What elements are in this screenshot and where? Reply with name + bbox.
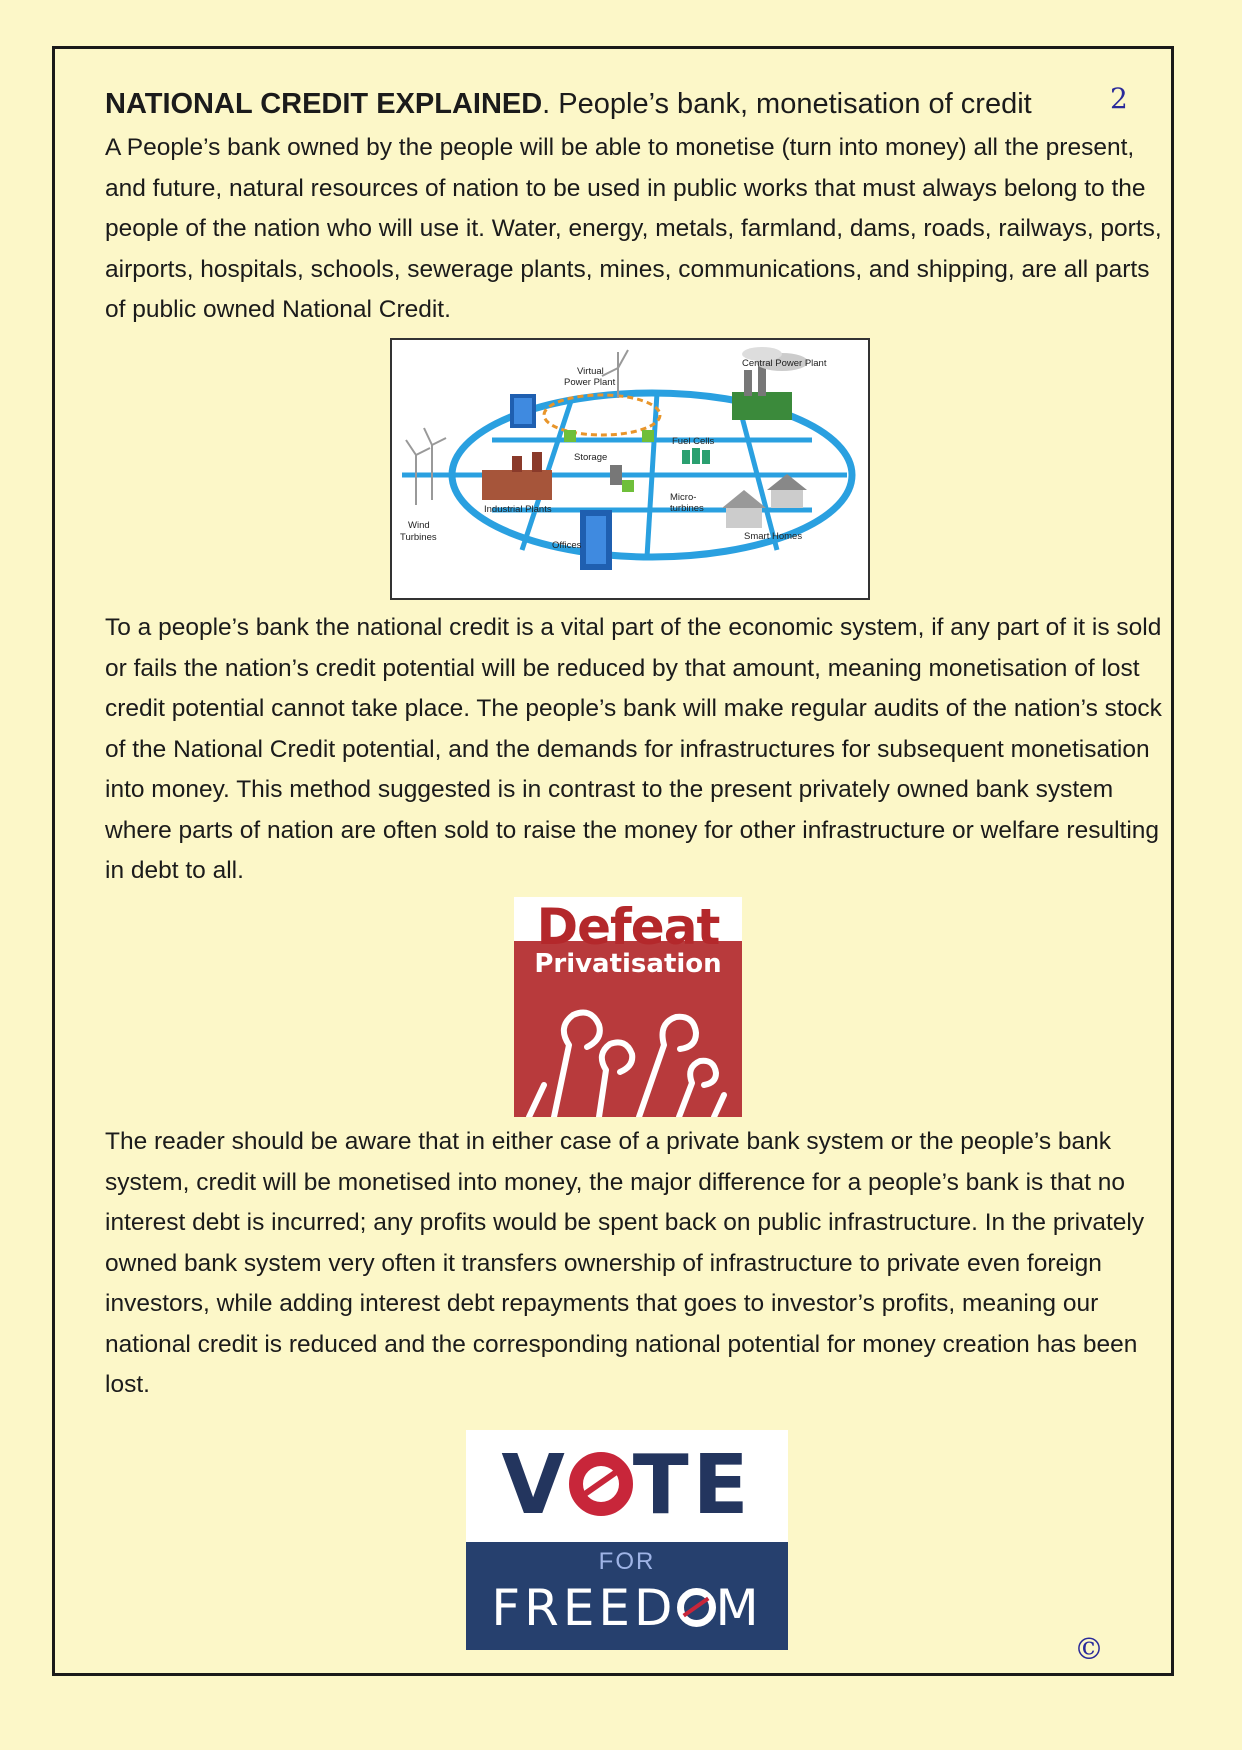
- national-grid-diagram: [390, 338, 870, 600]
- grid-illustration: [392, 340, 868, 598]
- logo-vote-text: [466, 1436, 788, 1536]
- paragraph-reader-note: The reader should be aware that in either case of a private bank system or the people’s bank system, credit will be monetised into money, the major difference for a people’s bank is that no interest debt is incurred; any profits would be spent back on public infrastructure. In the privately owned bank system very often it transfers ownership of infrastructure to private even foreign investors, while adding interest debt repayments that goes to investor’s profits, meaning our national credit is reduced and the corresponding national potential for money creation has been lost.: [105, 1128, 1145, 1398]
- label-industrial: Industrial Plants: [484, 504, 552, 515]
- vote-v: V: [501, 1438, 569, 1533]
- storage-icon: [610, 465, 622, 485]
- defeat-privatisation-logo: [514, 897, 742, 1117]
- logo-for-text: FOR: [598, 1548, 656, 1575]
- virtual-server-icon: [510, 394, 536, 428]
- freedom-m: M: [715, 1579, 763, 1637]
- fuel-cells-icon: [682, 448, 710, 464]
- vote-o-symbol: [569, 1452, 633, 1516]
- label-wind: Wind: [408, 520, 430, 531]
- logo-privatisation-text: Privatisation: [534, 949, 722, 979]
- label-power-plant: Power Plant: [564, 377, 616, 388]
- label-storage: Storage: [574, 452, 608, 463]
- paragraph-peoples-bank: To a people’s bank the national credit is a vital part of the economic system, if any part of it is sold or fails the nation’s credit potential will be reduced by that amount, meaning monetisation of lost credit potential cannot take place. The people’s bank will make regular audits of the nation’s stock of the National Credit potential, and the demands for infrastructures for subsequent monetisation into money. This method suggested is in contrast to the present privately owned bank system where parts of nation are often sold to raise the money for other infrastructure or welfare resulting in debt to all.: [105, 614, 1162, 884]
- label-micro: Micro-: [670, 492, 697, 503]
- raised-fists-icon: [514, 985, 742, 1117]
- page-number: 2: [1110, 82, 1128, 115]
- offices-icon: [580, 510, 612, 570]
- logo-defeat-text: Defeat: [536, 898, 720, 956]
- logo-freedom-text: [466, 1576, 788, 1640]
- freedom-o-symbol: [677, 1588, 716, 1627]
- label-offices: Offices: [552, 540, 582, 551]
- label-smart-homes: Smart Homes: [744, 531, 803, 542]
- vote-for-freedom-logo: [466, 1430, 788, 1650]
- title-rest: . People’s bank, monetisation of credit: [542, 88, 1032, 120]
- label-central-power: Central Power Plant: [742, 358, 827, 369]
- vote-te: TE: [632, 1438, 753, 1533]
- paragraph-intro: A People’s bank owned by the people will be able to monetise (turn into money) all the present, and future, natural resources of nation to be used in public works that must always belong to the people of the nation who will use it. Water, energy, metals, farmland, dams, roads, railways, ports, airports, hospitals, schools, sewerage plants, mines, communications, and shipping, are all parts of public owned National Credit.: [105, 134, 1162, 323]
- label-fuel-cells: Fuel Cells: [672, 436, 715, 447]
- label-turbines: turbines: [670, 503, 704, 514]
- logo-blue-band: [466, 1542, 788, 1650]
- label-wind-turbines: Turbines: [400, 532, 437, 543]
- title-bold: NATIONAL CREDIT EXPLAINED: [105, 88, 543, 120]
- page-title: [105, 88, 1032, 121]
- label-virtual: Virtual: [577, 366, 604, 377]
- freedom-freed: FREED: [491, 1579, 677, 1637]
- copyright-mark: ©: [1074, 1632, 1104, 1667]
- industrial-plant-icon: [482, 452, 552, 500]
